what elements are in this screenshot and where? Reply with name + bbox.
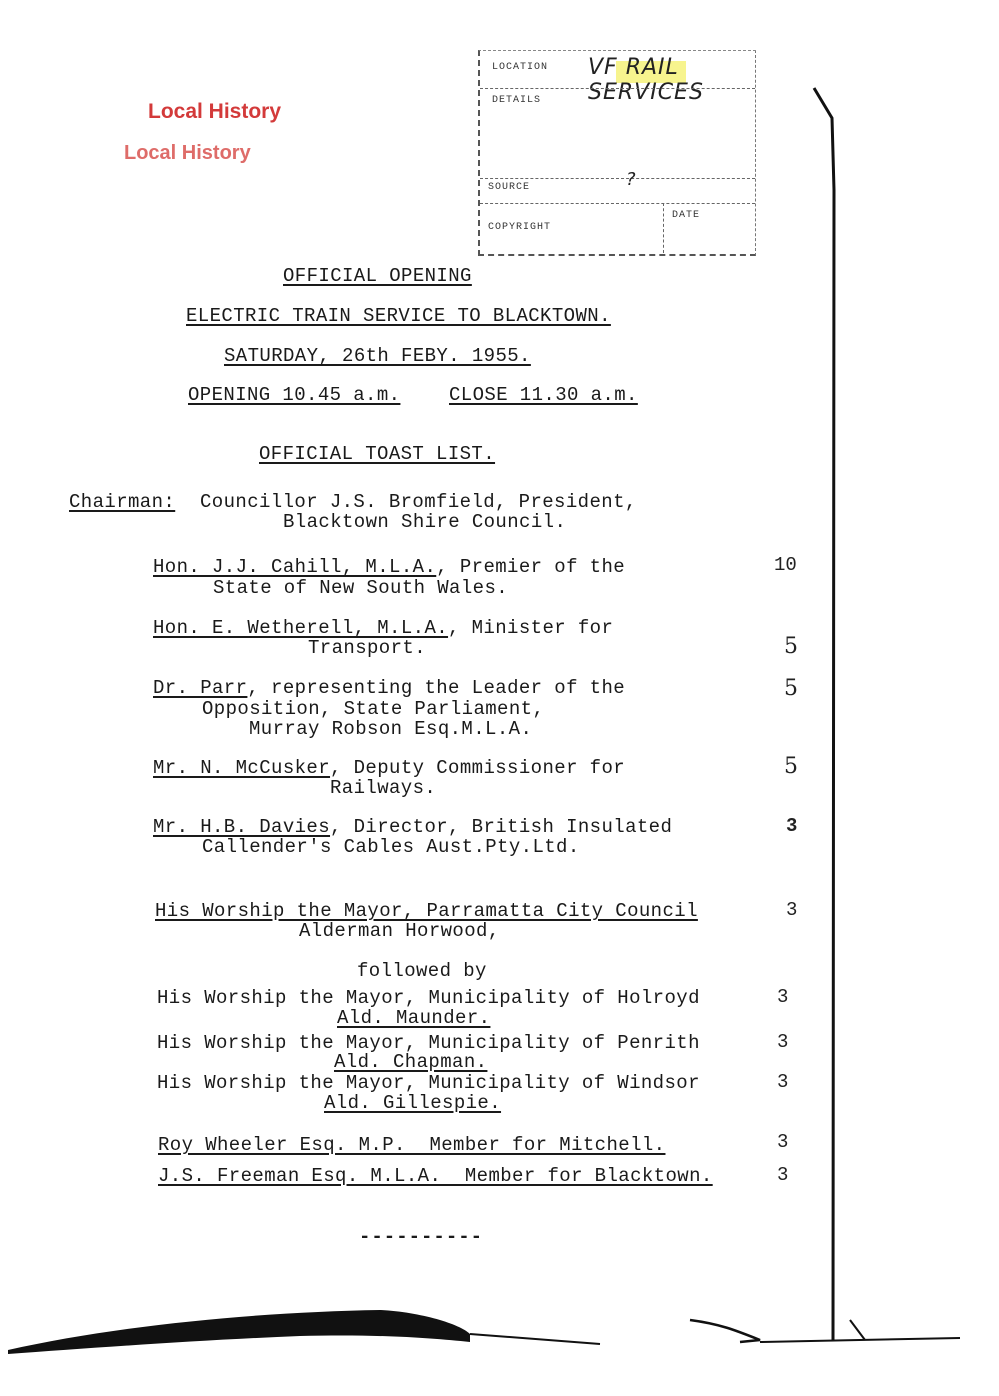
chairman-line2: Blacktown Shire Council. — [283, 511, 567, 533]
toast-minutes: 5 — [784, 754, 798, 779]
scan-edge-artefact — [0, 1290, 999, 1380]
toast-minutes: 5 — [784, 634, 798, 659]
catalogue-card — [478, 50, 756, 256]
heading-toast-list: OFFICIAL TOAST LIST. — [259, 443, 496, 465]
toast-name: His Worship the Mayor, Parramatta City Council — [155, 900, 698, 922]
toast-title-line2: State of New South Wales. — [213, 577, 509, 599]
page-edge-line — [800, 70, 860, 1360]
heading-date: SATURDAY, 26th FEBY. 1955. — [224, 345, 531, 367]
location-label: LOCATION — [492, 62, 549, 73]
footer-rule: ---------- — [359, 1226, 484, 1248]
chairman-label: Chairman: — [69, 491, 176, 513]
toast-minutes: 3 — [786, 815, 798, 837]
card-divider-vertical — [663, 203, 664, 253]
chairman-line1: Councillor J.S. Bromfield, President, — [200, 491, 637, 513]
source-label: SOURCE — [488, 182, 531, 193]
toast-title-line2: Callender's Cables Aust.Pty.Ltd. — [202, 836, 580, 858]
followed-by-text: followed by — [357, 960, 487, 982]
toast-minutes: 3 — [786, 899, 798, 921]
member-text: Roy Wheeler Esq. M.P. Member for Mitchell. — [158, 1134, 666, 1156]
toast-title-line2: Alderman Horwood, — [299, 920, 500, 942]
toast-title: , representing the Leader of the — [247, 677, 626, 699]
toast-title: , Deputy Commissioner for — [330, 757, 626, 779]
details-label: DETAILS — [492, 95, 542, 106]
mayor-title: His Worship the Mayor, Municipality of Holroyd — [157, 987, 700, 1009]
mayor-title: His Worship the Mayor, Municipality of Penrith — [157, 1032, 700, 1054]
toast-minutes: 5 — [784, 676, 798, 701]
mayor-name: Ald. Maunder. — [337, 1007, 491, 1029]
toast-title-line2: Transport. — [308, 637, 427, 659]
source-value: ? — [626, 169, 637, 190]
local-history-stamp: Local History — [148, 100, 282, 123]
heading-electric-train: ELECTRIC TRAIN SERVICE TO BLACKTOWN. — [186, 305, 611, 327]
toast-title-line2: Opposition, State Parliament, — [202, 698, 545, 720]
toast-name: Hon. E. Wetherell, M.L.A. — [153, 617, 449, 639]
copyright-label: COPYRIGHT — [488, 222, 552, 233]
toast-title: , Minister for — [448, 617, 614, 639]
toast-minutes: 10 — [774, 554, 797, 576]
toast-title-line2: Railways. — [330, 777, 437, 799]
mayor-minutes: 3 — [777, 1071, 789, 1093]
card-divider — [480, 88, 755, 89]
member-minutes: 3 — [777, 1164, 789, 1186]
toast-name: Mr. H.B. Davies — [153, 816, 331, 838]
toast-title: , Premier of the — [436, 556, 626, 578]
member-text: J.S. Freeman Esq. M.L.A. Member for Blacktown. — [158, 1165, 713, 1187]
card-divider — [480, 203, 755, 204]
toast-name: Dr. Parr — [153, 677, 248, 699]
card-divider — [480, 178, 755, 179]
mayor-title: His Worship the Mayor, Municipality of Windsor — [157, 1072, 700, 1094]
toast-title-line3: Murray Robson Esq.M.L.A. — [249, 718, 533, 740]
mayor-minutes: 3 — [777, 1031, 789, 1053]
heading-close-time: CLOSE 11.30 a.m. — [449, 384, 638, 406]
toast-name: Hon. J.J. Cahill, M.L.A. — [153, 556, 437, 578]
toast-title: , Director, British Insulated — [330, 816, 673, 838]
local-history-stamp-faded: Local History — [124, 142, 251, 164]
heading-opening-time: OPENING 10.45 a.m. — [188, 384, 401, 406]
mayor-minutes: 3 — [777, 986, 789, 1008]
mayor-name: Ald. Gillespie. — [324, 1092, 502, 1114]
date-label: DATE — [672, 210, 701, 221]
heading-official-opening: OFFICIAL OPENING — [283, 265, 472, 287]
member-minutes: 3 — [777, 1131, 789, 1153]
mayor-name: Ald. Chapman. — [334, 1051, 488, 1073]
toast-name: Mr. N. McCusker — [153, 757, 331, 779]
location-value: VF RAIL SERVICES — [588, 55, 704, 105]
